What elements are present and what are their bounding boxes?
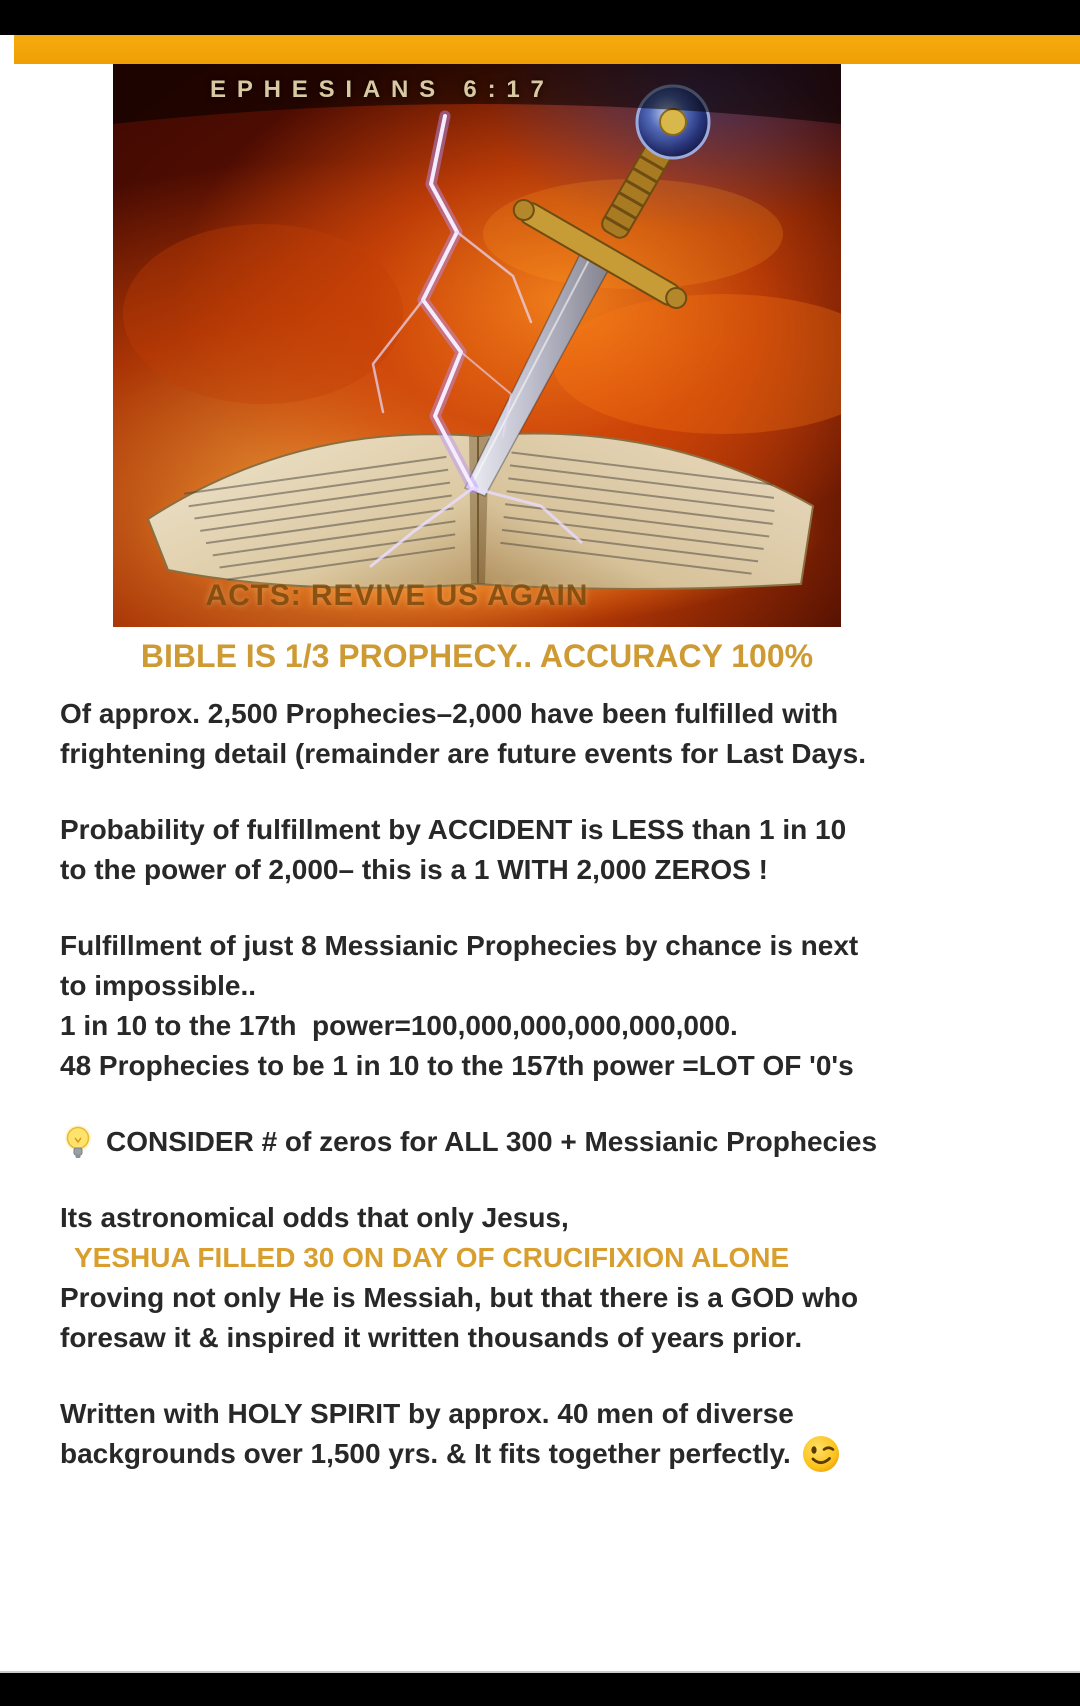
text-line: frightening detail (remainder are future events for Last Days. <box>60 738 866 769</box>
consider-line <box>60 1122 1040 1162</box>
paragraph-jesus <box>60 1198 1040 1358</box>
text-line: Of approx. 2,500 Prophecies–2,000 have been fulfilled with <box>60 698 839 729</box>
paragraph-prophecy-count <box>60 694 1040 774</box>
bottom-letterbox-bar <box>0 1671 1080 1706</box>
text-line: to impossible.. <box>60 970 257 1001</box>
lightbulb-emoji <box>60 1124 96 1160</box>
text-line: Proving not only He is Messiah, but that there is a GOD who <box>60 1282 859 1313</box>
text-line: Its astronomical odds that only Jesus, <box>60 1202 569 1233</box>
top-letterbox-bar <box>0 0 1080 35</box>
closing-line <box>60 1434 1040 1474</box>
hero-image <box>113 64 841 627</box>
wink-emoji <box>801 1434 841 1474</box>
paragraph-messianic-odds <box>60 926 1040 1086</box>
text-line: Probability of fulfillment by ACCIDENT is LESS than 1 in 10 <box>60 814 847 845</box>
body-text <box>0 694 1080 1510</box>
verse-overlay: EPHESIANS 6:17 <box>210 76 555 103</box>
headline: BIBLE IS 1/3 PROPHECY.. ACCURACY 100% <box>140 638 814 674</box>
yeshua-highlight-line: YESHUA FILLED 30 ON DAY OF CRUCIFIXION ALONE <box>74 1242 790 1273</box>
text-line: foresaw it & inspired it written thousands of years prior. <box>60 1322 803 1353</box>
paragraph-holy-spirit <box>60 1394 1040 1474</box>
text-line: 1 in 10 to the 17th power=100,000,000,000,000,000. <box>60 1010 738 1041</box>
paragraph-probability <box>60 810 1040 890</box>
text-line: 48 Prophecies to be 1 in 10 to the 157th power =LOT OF '0's <box>60 1050 854 1081</box>
text-line: backgrounds over 1,500 yrs. & It fits together perfectly. <box>60 1438 791 1469</box>
text-line: Written with HOLY SPIRIT by approx. 40 men of diverse <box>60 1398 794 1429</box>
text-line: Fulfillment of just 8 Messianic Prophecies by chance is next <box>60 930 859 961</box>
sword-bible-illustration <box>113 64 841 627</box>
consider-text: CONSIDER # of zeros for ALL 300 + Messianic Prophecies <box>106 1126 878 1157</box>
text-line: to the power of 2,000– this is a 1 WITH 2,000 ZEROS ! <box>60 854 768 885</box>
orange-accent-bar <box>14 35 1080 64</box>
caption-overlay: ACTS: REVIVE US AGAIN <box>205 579 589 612</box>
paragraph-consider <box>60 1122 1040 1162</box>
